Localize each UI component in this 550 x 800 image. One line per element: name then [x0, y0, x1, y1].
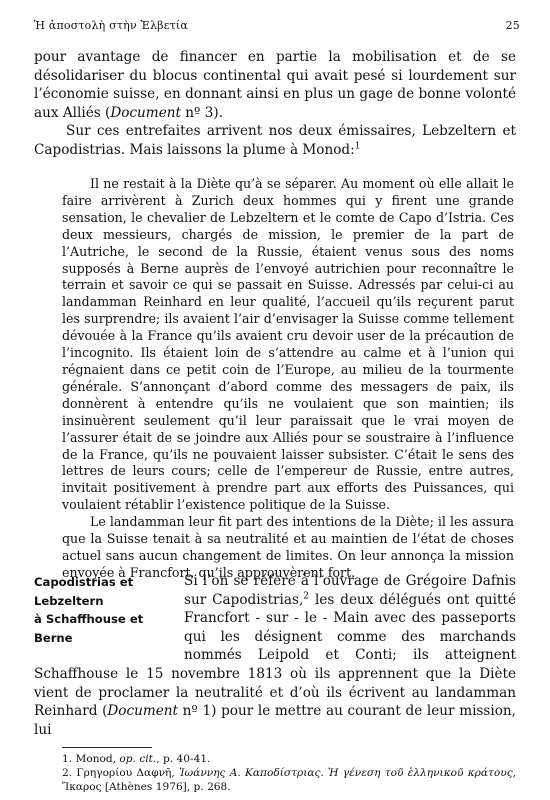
document-reference: Document [110, 104, 181, 121]
sidehead-line-2: à Schaffhouse et Berne [34, 612, 144, 645]
footnote-2-publisher: Ἴκαρος [Athènes 1976], p. 268. [62, 781, 231, 793]
footnote-2-number: 2. [62, 767, 73, 779]
intro-paragraph-1 [34, 48, 516, 122]
footnote-2-author: Γρηγορίου Δαφνῆ, [72, 767, 180, 779]
intro-text [34, 48, 516, 160]
footnote-2 [62, 766, 516, 794]
intro-paragraph-2 [34, 122, 516, 159]
section-sidehead [34, 573, 184, 647]
footnote-divider [62, 747, 152, 748]
section-text-b: les deux délégués ont quitté Francfort - sur - le - Main avec des passeports qui les désignent comme des marchands nommés Leipold et Conti; ils atteignent Schaffhouse le 15 novembre 1813 où ils apprennent que la Diète vient de proclamer la neutralité et d’où ils écrivent au landamman Reinhard ( [34, 591, 516, 720]
intro-p1-end: nº 3). [180, 104, 224, 121]
section-text-c: nº 1) pour le mettre au courant de leur mission, lui [34, 703, 516, 738]
intro-p1-text: pour avantage de financer en partie la mobilisation et de se désolidariser du blocus continental qui avait pesé si lourdement sur l’économie suisse, en donnant ainsi en plus un gage de bonne volonté aux Alliés ( [34, 49, 516, 121]
section-schaffhouse [34, 572, 516, 739]
document-reference-2: Document [107, 703, 179, 720]
block-quote [62, 176, 514, 582]
footnote-1 [62, 752, 516, 766]
footnote-2-title: Ἰωάννης Α. Καποδίστριας. Ἡ γένεση τοῦ ἑλληνικοῦ κράτους, [179, 767, 516, 779]
page-number: 25 [505, 19, 520, 32]
footnote-1-pages: , p. 40-41. [156, 753, 211, 765]
footnote-ref-1: 1 [354, 141, 361, 152]
footnote-1-number: 1. [62, 753, 73, 765]
footnote-ref-2: 2 [303, 591, 310, 602]
quote-paragraph-2: Le landamman leur fit part des intentions de la Diète; il les assura que la Suisse tenait à sa neutralité et au maintien de l’état de choses actuel sans aucun changement de limites. On leur annonça la mission envoyée à Francfort, qu’ils approuvèrent fort. [62, 514, 514, 580]
running-head [34, 19, 520, 32]
intro-p2-text: Sur ces entrefaites arrivent nos deux émissaires, Lebzeltern et Capodistrias. Mais laissons la plume à Monod: [34, 123, 516, 158]
footnotes [62, 752, 516, 794]
footnote-1-opcit: op. cit. [119, 753, 157, 765]
running-head-title: Ἡ ἀποστολὴ στὴν Ἑλβετία [34, 19, 189, 32]
section-text-a: Si l’on se réfère à l’ouvrage de Grégoire Dafnis sur Capodistrias, [184, 573, 516, 608]
sidehead-line-1: Capodistrias et Lebzeltern [34, 575, 134, 608]
quote-paragraph-1: Il ne restait à la Diète qu’à se séparer. Au moment où elle allait le faire arrivèrent à Zurich deux hommes qui y firent une grande sensation, le chevalier de Lebzeltern et le comte de Capo d’Istria. Ces deux messieurs, chargés de mission, le premier de la part de l’Autriche, le second de la Russie, étaient venus sous des noms supposés à Berne auprès de l’envoyé autrichien pour reconnaître le terrain et savoir ce qui se passait en Suisse. Adressés par celui-ci au landamman Reinhard en leur qualité, l’accueil qu’ils reçurent parut les surprendre; ils avaient l’air d’envisager la Suisse comme tellement dévouée à la France qu’ils avaient cru devoir user de la précaution de l’incognito. Ils étaient loin de s’attendre au calme et à l’union qui régnaient dans ce petit coin de l’Europe, au milieu de la tourmente générale. S’annonçant d’abord comme des messagers de paix, ils donnèrent à entendre qu’ils ne voulaient que son maintien; ils insinuèrent seulement qu’il leur paraissait que le vrai moyen de l’assurer était de se joindre aux Alliés pour se soustraire à l’influence de la France, qu’ils ne pouvaient laisser subsister. C’était le sens des lettres de leurs cours; celle de l’empereur de Russie, entre autres, invitait positivement à prendre part aux efforts des Puissances, qui voulaient rétablir l’existence politique de la Suisse. [62, 176, 514, 513]
footnote-1-author: Monod, [72, 753, 120, 765]
